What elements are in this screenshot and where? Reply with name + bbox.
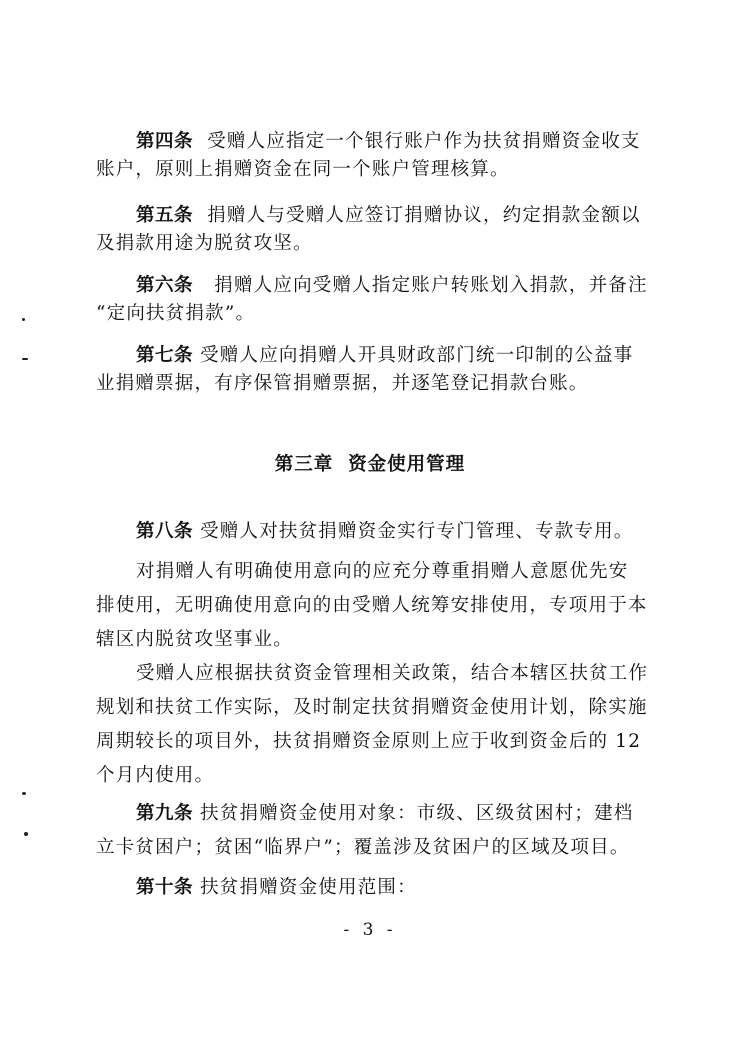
article-7-line-2: 业捐赠票据，有序保管捐赠票据，并逐笔登记捐款台账。 <box>96 373 589 394</box>
article-7-label: 第七条 <box>136 345 194 366</box>
paragraph-usage-plan-line-2: 规划和扶贫工作实际，及时制定扶贫捐赠资金使用计划，除实施 <box>96 697 648 718</box>
paragraph-donor-intent <box>96 558 648 654</box>
article-7 <box>96 342 648 398</box>
paragraph-usage-plan <box>96 660 648 790</box>
article-6-line-2: “定向扶贫捐款”。 <box>96 303 256 324</box>
article-8 <box>96 518 648 546</box>
paragraph-usage-plan-line-4: 个月内使用。 <box>96 765 215 786</box>
article-6-line-1: 第六条 捐赠人应向受赠人指定账户转账划入捐款，并备注 <box>136 275 648 296</box>
article-4-line-1: 第四条 受赠人应指定一个银行账户作为扶贫捐赠资金收支 <box>136 131 641 152</box>
page-number: - 3 - <box>343 920 397 940</box>
article-4-label: 第四条 <box>136 131 194 152</box>
paragraph-donor-intent-line-2: 排使用，无明确使用意向的由受赠人统筹安排使用，专项用于本 <box>96 595 648 616</box>
article-4-line-2: 账户，原则上捐赠资金在同一个账户管理核算。 <box>96 159 510 180</box>
article-9-line-2: 立卡贫困户；贫困“临界户”；覆盖涉及贫困户的区域及项目。 <box>96 837 630 858</box>
article-5-label: 第五条 <box>136 205 194 226</box>
article-10 <box>96 874 648 902</box>
article-10-line-1: 第十条 扶贫捐赠资金使用范围： <box>136 877 417 898</box>
article-5 <box>96 202 648 258</box>
scan-mark-1 <box>22 318 25 321</box>
article-8-line-1: 第八条 受赠人对扶贫捐赠资金实行专门管理、专款专用。 <box>136 521 634 542</box>
scan-mark-2 <box>22 358 28 360</box>
article-9-line-1: 第九条 扶贫捐赠资金使用对象：市级、区级贫困村；建档 <box>136 803 634 824</box>
article-6 <box>96 272 648 328</box>
article-9-label: 第九条 <box>136 803 194 824</box>
paragraph-usage-plan-line-1: 受赠人应根据扶贫资金管理相关政策，结合本辖区扶贫工作 <box>136 663 649 684</box>
article-10-label: 第十条 <box>136 877 194 898</box>
paragraph-usage-plan-line-3: 周期较长的项目外，扶贫捐赠资金原则上应于收到资金后的 12 <box>96 731 642 752</box>
paragraph-donor-intent-line-1: 对捐赠人有明确使用意向的应充分尊重捐赠人意愿优先安 <box>136 561 629 582</box>
article-7-line-1: 第七条 受赠人应向捐赠人开具财政部门统一印制的公益事 <box>136 345 634 366</box>
article-5-line-2: 及捐款用途为脱贫攻坚。 <box>96 233 313 254</box>
chapter-3-heading: 第三章 资金使用管理 <box>274 454 466 475</box>
scan-mark-3 <box>22 792 26 795</box>
article-5-line-1: 第五条 捐赠人与受赠人应签订捐赠协议，约定捐款金额以 <box>136 205 641 226</box>
article-9 <box>96 800 648 862</box>
paragraph-donor-intent-line-3: 辖区内脱贫攻坚事业。 <box>96 629 294 650</box>
scan-mark-4 <box>24 832 28 836</box>
article-6-label: 第六条 <box>136 275 194 296</box>
article-4 <box>96 128 648 184</box>
article-8-label: 第八条 <box>136 521 194 542</box>
